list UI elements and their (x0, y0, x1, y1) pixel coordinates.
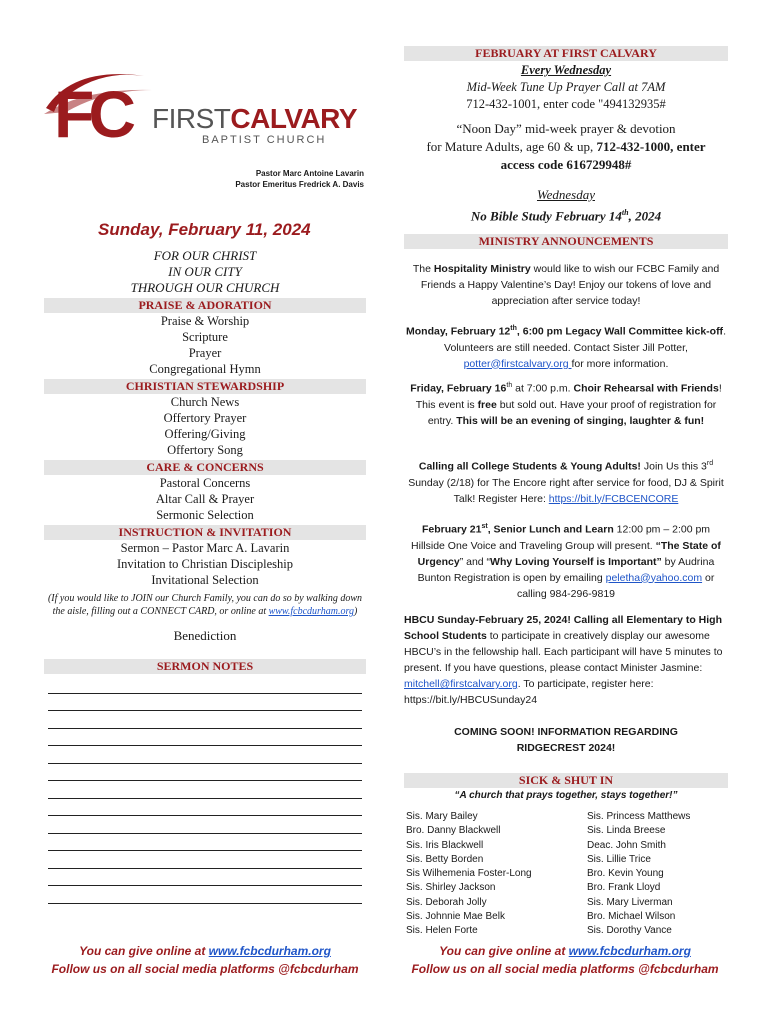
note-line[interactable] (48, 851, 362, 869)
note-line[interactable] (48, 816, 362, 834)
ann-text: but sold out. Have your proof of registration for entry. (427, 398, 717, 427)
ann-bold: free (477, 398, 497, 411)
sick-name: Sis. Mary Bailey (406, 811, 478, 822)
ann-text: Join Us this 3 (640, 460, 707, 473)
february-heading: FEBRUARY AT FIRST CALVARY (404, 46, 728, 61)
section-heading: CHRISTIAN STEWARDSHIP (44, 379, 366, 394)
mission-line: FOR OUR CHRIST (153, 248, 257, 263)
mission-line: IN OUR CITY (168, 264, 242, 279)
note-line[interactable] (48, 764, 362, 782)
ann-text: would like to wish our FCBC Family and Friends a Happy Valentine’s Day! Enjoy our tokens of love and appreciation after service today! (420, 263, 720, 307)
college-announcement (404, 456, 728, 507)
legacy-announcement (404, 321, 728, 372)
sick-name: Deac. John Smith (587, 839, 666, 851)
note-line[interactable] (48, 834, 362, 852)
pastor-emeritus-name: Pastor Emeritus Fredrick A. Davis (235, 180, 364, 189)
midweek-prayer: Mid-Week Tune Up Prayer Call at 7AM (466, 80, 666, 94)
mission-line: THROUGH OUR CHURCH (130, 280, 280, 295)
hbcu-announcement (404, 612, 728, 708)
note-line[interactable] (48, 746, 362, 764)
no-bible-study: No Bible Study February 14 (470, 208, 622, 224)
sick-name: Bro. Danny Blackwell (406, 825, 501, 837)
sick-name: Sis. Linda Breese (587, 825, 666, 837)
noon-phone: 712-432-1000, enter (596, 139, 706, 154)
ann-bold: Choir Rehearsal with Friends (573, 382, 719, 395)
wednesday-events (404, 62, 728, 113)
coming-soon: COMING SOON! INFORMATION REGARDING RIDGECREST 2024! (454, 726, 678, 754)
sick-name: Sis. Shirley Jackson (406, 882, 496, 894)
ann-text: for more information. (571, 357, 669, 370)
right-column (404, 0, 728, 1024)
sick-column (567, 810, 728, 939)
ann-text: to participate in creatively display our awesome HBCU’s in the fellowship hall. Each participant will have 5 minutes to present. If you have questions, please contact Minister Jasmine: (404, 630, 723, 674)
note-line[interactable] (48, 676, 362, 694)
church-logo (44, 68, 366, 158)
right-footer (398, 942, 732, 978)
ann-sup: th (510, 325, 517, 332)
service-item: Altar Call & Prayer (155, 492, 255, 506)
logo-wordmark (152, 104, 357, 134)
give-link[interactable]: www.fcbcdurham.org (568, 944, 691, 958)
service-item: Offertory Song (167, 443, 243, 457)
ann-bold: February 21 (421, 523, 482, 536)
email-link[interactable]: potter@firstcalvary.org (463, 357, 572, 370)
note-line[interactable] (48, 729, 362, 747)
choir-announcement (404, 378, 728, 429)
note-line[interactable] (48, 694, 362, 712)
no-bible-sup: th (621, 208, 629, 217)
service-item: Church News (170, 395, 240, 409)
mission-statement (44, 248, 366, 296)
order-of-service (44, 298, 366, 588)
give-text: You can give online at (439, 944, 569, 958)
pastor-names (235, 168, 364, 190)
sick-name: Sis. Iris Blackwell (406, 839, 484, 851)
service-item: Congregational Hymn (149, 362, 261, 376)
ann-bold: Hospitality Ministry (433, 263, 531, 275)
give-link[interactable]: www.fcbcdurham.org (208, 944, 331, 958)
ann-bold: Why Loving Yourself is Important” (490, 555, 662, 568)
ann-text: ” and “ (459, 555, 491, 568)
ann-text: 12:00 pm – 2:00 pm Hillside One Voice and Traveling Group will present. (411, 523, 711, 552)
noon-line-1: “Noon Day” mid-week prayer & devotion (456, 121, 676, 136)
social-text: Follow us on all social media platforms @fcbcdurham (411, 962, 719, 976)
noon-line-2: for Mature Adults, age 60 & up, (426, 139, 597, 154)
sick-name: Sis. Lillie Trice (587, 853, 651, 865)
section-heading: INSTRUCTION & INVITATION (44, 525, 366, 540)
service-item: Invitational Selection (151, 573, 259, 587)
sick-quote: “A church that prays together, stays together!” (454, 790, 678, 801)
ann-bold: “The State of Urgency (417, 539, 721, 568)
join-note-text: (If you would like to JOIN our Church Family, you can do so by walking down the aisle, filling out a CONNECT CARD, or online at (47, 593, 363, 617)
ann-text: . Volunteers are still needed. Contact Sister Jill Potter, (444, 325, 726, 354)
sick-name: Sis. Mary Liverman (587, 896, 673, 908)
email-link[interactable]: mitchell@firstcalvary.org (404, 678, 518, 690)
sick-name: Sis. Princess Matthews (587, 811, 691, 822)
social-text: Follow us on all social media platforms @fcbcdurham (51, 962, 359, 976)
note-line[interactable] (48, 869, 362, 887)
encore-link[interactable]: https://bit.ly/FCBCENCORE (548, 492, 679, 505)
wednesday-notice (404, 186, 728, 225)
service-item: Offertory Prayer (163, 411, 247, 425)
email-link[interactable]: peletha@yahoo.com (605, 571, 703, 584)
service-date-title: Sunday, February 11, 2024 (98, 220, 311, 239)
sick-heading: SICK & SHUT IN (404, 773, 728, 788)
left-column (44, 0, 366, 1024)
join-note-close: ) (353, 606, 358, 617)
service-item: Pastoral Concerns (159, 476, 251, 490)
sermon-notes-heading: SERMON NOTES (44, 659, 366, 674)
note-line[interactable] (48, 781, 362, 799)
ann-text: at 7:00 p.m. (512, 382, 574, 395)
logo-subtitle: BAPTIST CHURCH (202, 134, 327, 146)
ann-text: The (412, 263, 434, 275)
note-line[interactable] (48, 799, 362, 817)
senior-announcement (404, 519, 728, 602)
sick-name: Sis Wilhemenia Foster-Long (406, 868, 532, 880)
ann-bold: Friday, February 16 (410, 382, 507, 395)
section-heading: PRAISE & ADORATION (44, 298, 366, 313)
benediction: Benediction (173, 628, 237, 643)
service-item: Scripture (182, 330, 228, 344)
ann-bold: , 6:00 pm Legacy Wall Committee kick-off (516, 325, 724, 338)
sick-name: Sis. Johnnie Mae Belk (406, 911, 505, 923)
sermon-notes-lines (48, 676, 362, 904)
every-wednesday: Every Wednesday (520, 63, 612, 77)
join-note (44, 592, 366, 618)
ann-sup: st (481, 523, 488, 530)
ann-bold: Calling all College Students & Young Adults! (418, 460, 641, 473)
service-item: Prayer (188, 346, 222, 360)
website-link[interactable]: www.fcbcdurham.org (268, 606, 354, 617)
left-footer (38, 942, 372, 978)
service-item: Sermon – Pastor Marc A. Lavarin (120, 541, 290, 555)
ann-bold: , Senior Lunch and Learn (487, 523, 614, 536)
sick-name: Sis. Dorothy Vance (587, 925, 672, 937)
give-text: You can give online at (79, 944, 209, 958)
sick-name: Bro. Frank Lloyd (587, 882, 661, 894)
note-line[interactable] (48, 711, 362, 729)
wednesday-label: Wednesday (536, 187, 595, 202)
pastor-name: Pastor Marc Antoine Lavarin (255, 169, 364, 178)
ministry-heading: MINISTRY ANNOUNCEMENTS (404, 234, 728, 249)
section-heading: CARE & CONCERNS (44, 460, 366, 475)
ann-text: by Audrina Bunton Registration is open by emailing (417, 555, 715, 584)
service-item: Invitation to Christian Discipleship (116, 557, 294, 571)
sick-column (406, 810, 567, 939)
sick-name: Sis. Deborah Jolly (406, 896, 487, 908)
sick-name: Sis. Helen Forte (406, 925, 478, 937)
noon-access-code: access code 616729948# (500, 157, 632, 172)
sick-name: Bro. Michael Wilson (587, 911, 676, 923)
sick-name: Bro. Kevin Young (587, 868, 664, 880)
note-line[interactable] (48, 886, 362, 904)
no-bible-year: , 2024 (628, 208, 662, 224)
service-item: Sermonic Selection (156, 508, 254, 522)
sick-name: Sis. Betty Borden (406, 853, 484, 865)
ann-sup: rd (706, 460, 714, 467)
ann-text: . To participate, register here: https://bit.ly/HBCUSunday24 (404, 678, 654, 706)
noon-day-prayer (396, 120, 736, 174)
ann-bold: HBCU Sunday-February 25, 2024! Calling all Elementary to High School Students (404, 614, 722, 642)
service-item: Praise & Worship (160, 314, 250, 328)
service-item: Offering/Giving (164, 427, 246, 441)
ann-text: or calling 984-296-9819 (516, 571, 715, 600)
hospitality-announcement (404, 261, 728, 309)
ann-bold: Monday, February 12 (406, 325, 511, 338)
ann-sup: th (506, 382, 513, 389)
ann-bold: This will be an evening of singing, laughter & fun! (456, 414, 705, 427)
logo-calvary: CALVARY (230, 103, 358, 134)
logo-first: FIRST (152, 103, 231, 134)
sick-list (406, 810, 728, 939)
prayer-phone: 712-432-1001, enter code "494132935# (466, 97, 666, 111)
ann-text: Sunday (2/18) for The Encore right after service for food, DJ & Spirit Talk! Register Here: (408, 476, 724, 505)
ann-text: ! This event is (415, 382, 722, 411)
logo-monogram: FC (54, 77, 130, 151)
